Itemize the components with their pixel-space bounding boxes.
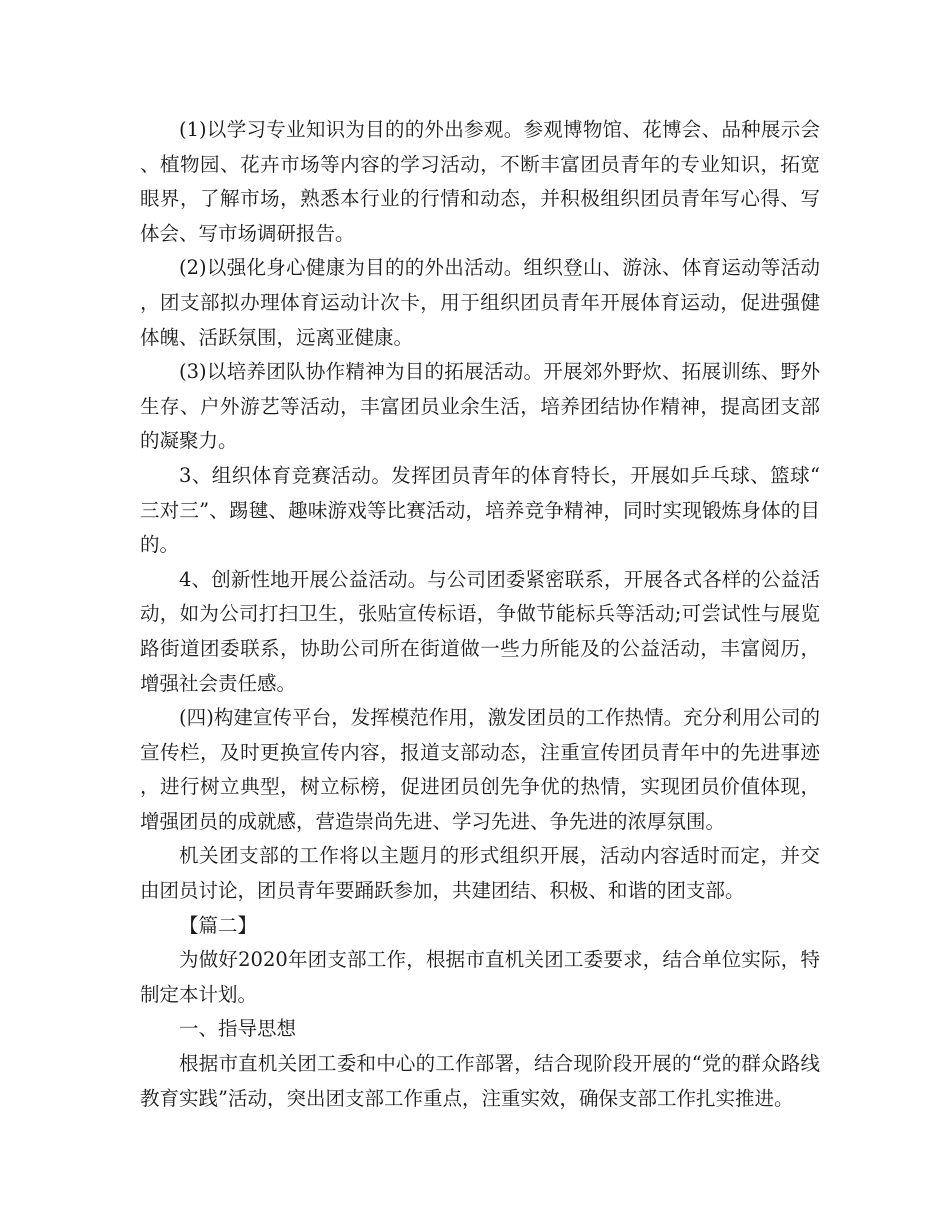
section-heading-guiding-ideology: 一、指导思想 [179, 1017, 297, 1041]
section-heading-part-two: 【篇二】 [179, 913, 258, 937]
paragraph-plan-intro: 为做好2020年团支部工作，根据市直机关团工委要求，结合单位实际，特制定本计划。 [140, 948, 820, 1006]
paragraph-sports-competition: 3、组织体育竞赛活动。发挥团员青年的体育特长，开展如乒乓球、篮球“三对三”、踢毽、趣味游戏等比赛活动，培养竞争精神，同时实现锻炼身体的目的。 [140, 463, 820, 557]
paragraph-team-building: (3)以培养团队协作精神为目的拓展活动。开展郊外野炊、拓展训练、野外生存、户外游艺等活动，丰富团员业余生活，培养团结协作精神，提高团支部的凝聚力。 [140, 360, 820, 453]
paragraph-visit-activities: (1)以学习专业知识为目的的外出参观。参观博物馆、花博会、品种展示会、植物园、花卉市场等内容的学习活动，不断丰富团员青年的专业知识，拓宽眼界，了解市场，熟悉本行业的行情和动态，并积极组织团员青年写心得、写体会、写市场调研报告。 [140, 118, 820, 245]
paragraph-monthly-theme: 机关团支部的工作将以主题月的形式组织开展，活动内容适时而定，并交由团员讨论，团员青年要踊跃参加，共建团结、积极、和谐的团支部。 [140, 844, 820, 903]
paragraph-health-activities: (2)以强化身心健康为目的的外出活动。组织登山、游泳、体育运动等活动，团支部拟办理体育运动计次卡，用于组织团员青年开展体育运动，促进强健体魄、活跃氛围，远离亚健康。 [140, 256, 820, 349]
paragraph-guiding-ideology: 根据市直机关团工委和中心的工作部署，结合现阶段开展的“党的群众路线教育实践”活动，突出团支部工作重点，注重实效，确保支部工作扎实推进。 [140, 1052, 820, 1110]
paragraph-publicity-platform: (四)构建宣传平台，发挥模范作用，激发团员的工作热情。充分利用公司的宣传栏，及时更换宣传内容，报道支部动态，注重宣传团员青年中的先进事迹，进行树立典型，树立标榜，促进团员创先争优的热情，实现团员价值体现，增强团员的成就感，营造崇尚先进、学习先进、争先进的浓厚氛围。 [140, 706, 820, 833]
paragraph-public-welfare: 4、创新性地开展公益活动。与公司团委紧密联系，开展各式各样的公益活动，如为公司打扫卫生，张贴宣传标语，争做节能标兵等活动;可尝试性与展览路街道团委联系，协助公司所在街道做一些力所能及的公益活动，丰富阅历，增强社会责任感。 [140, 567, 820, 695]
document-body [140, 113, 820, 1116]
